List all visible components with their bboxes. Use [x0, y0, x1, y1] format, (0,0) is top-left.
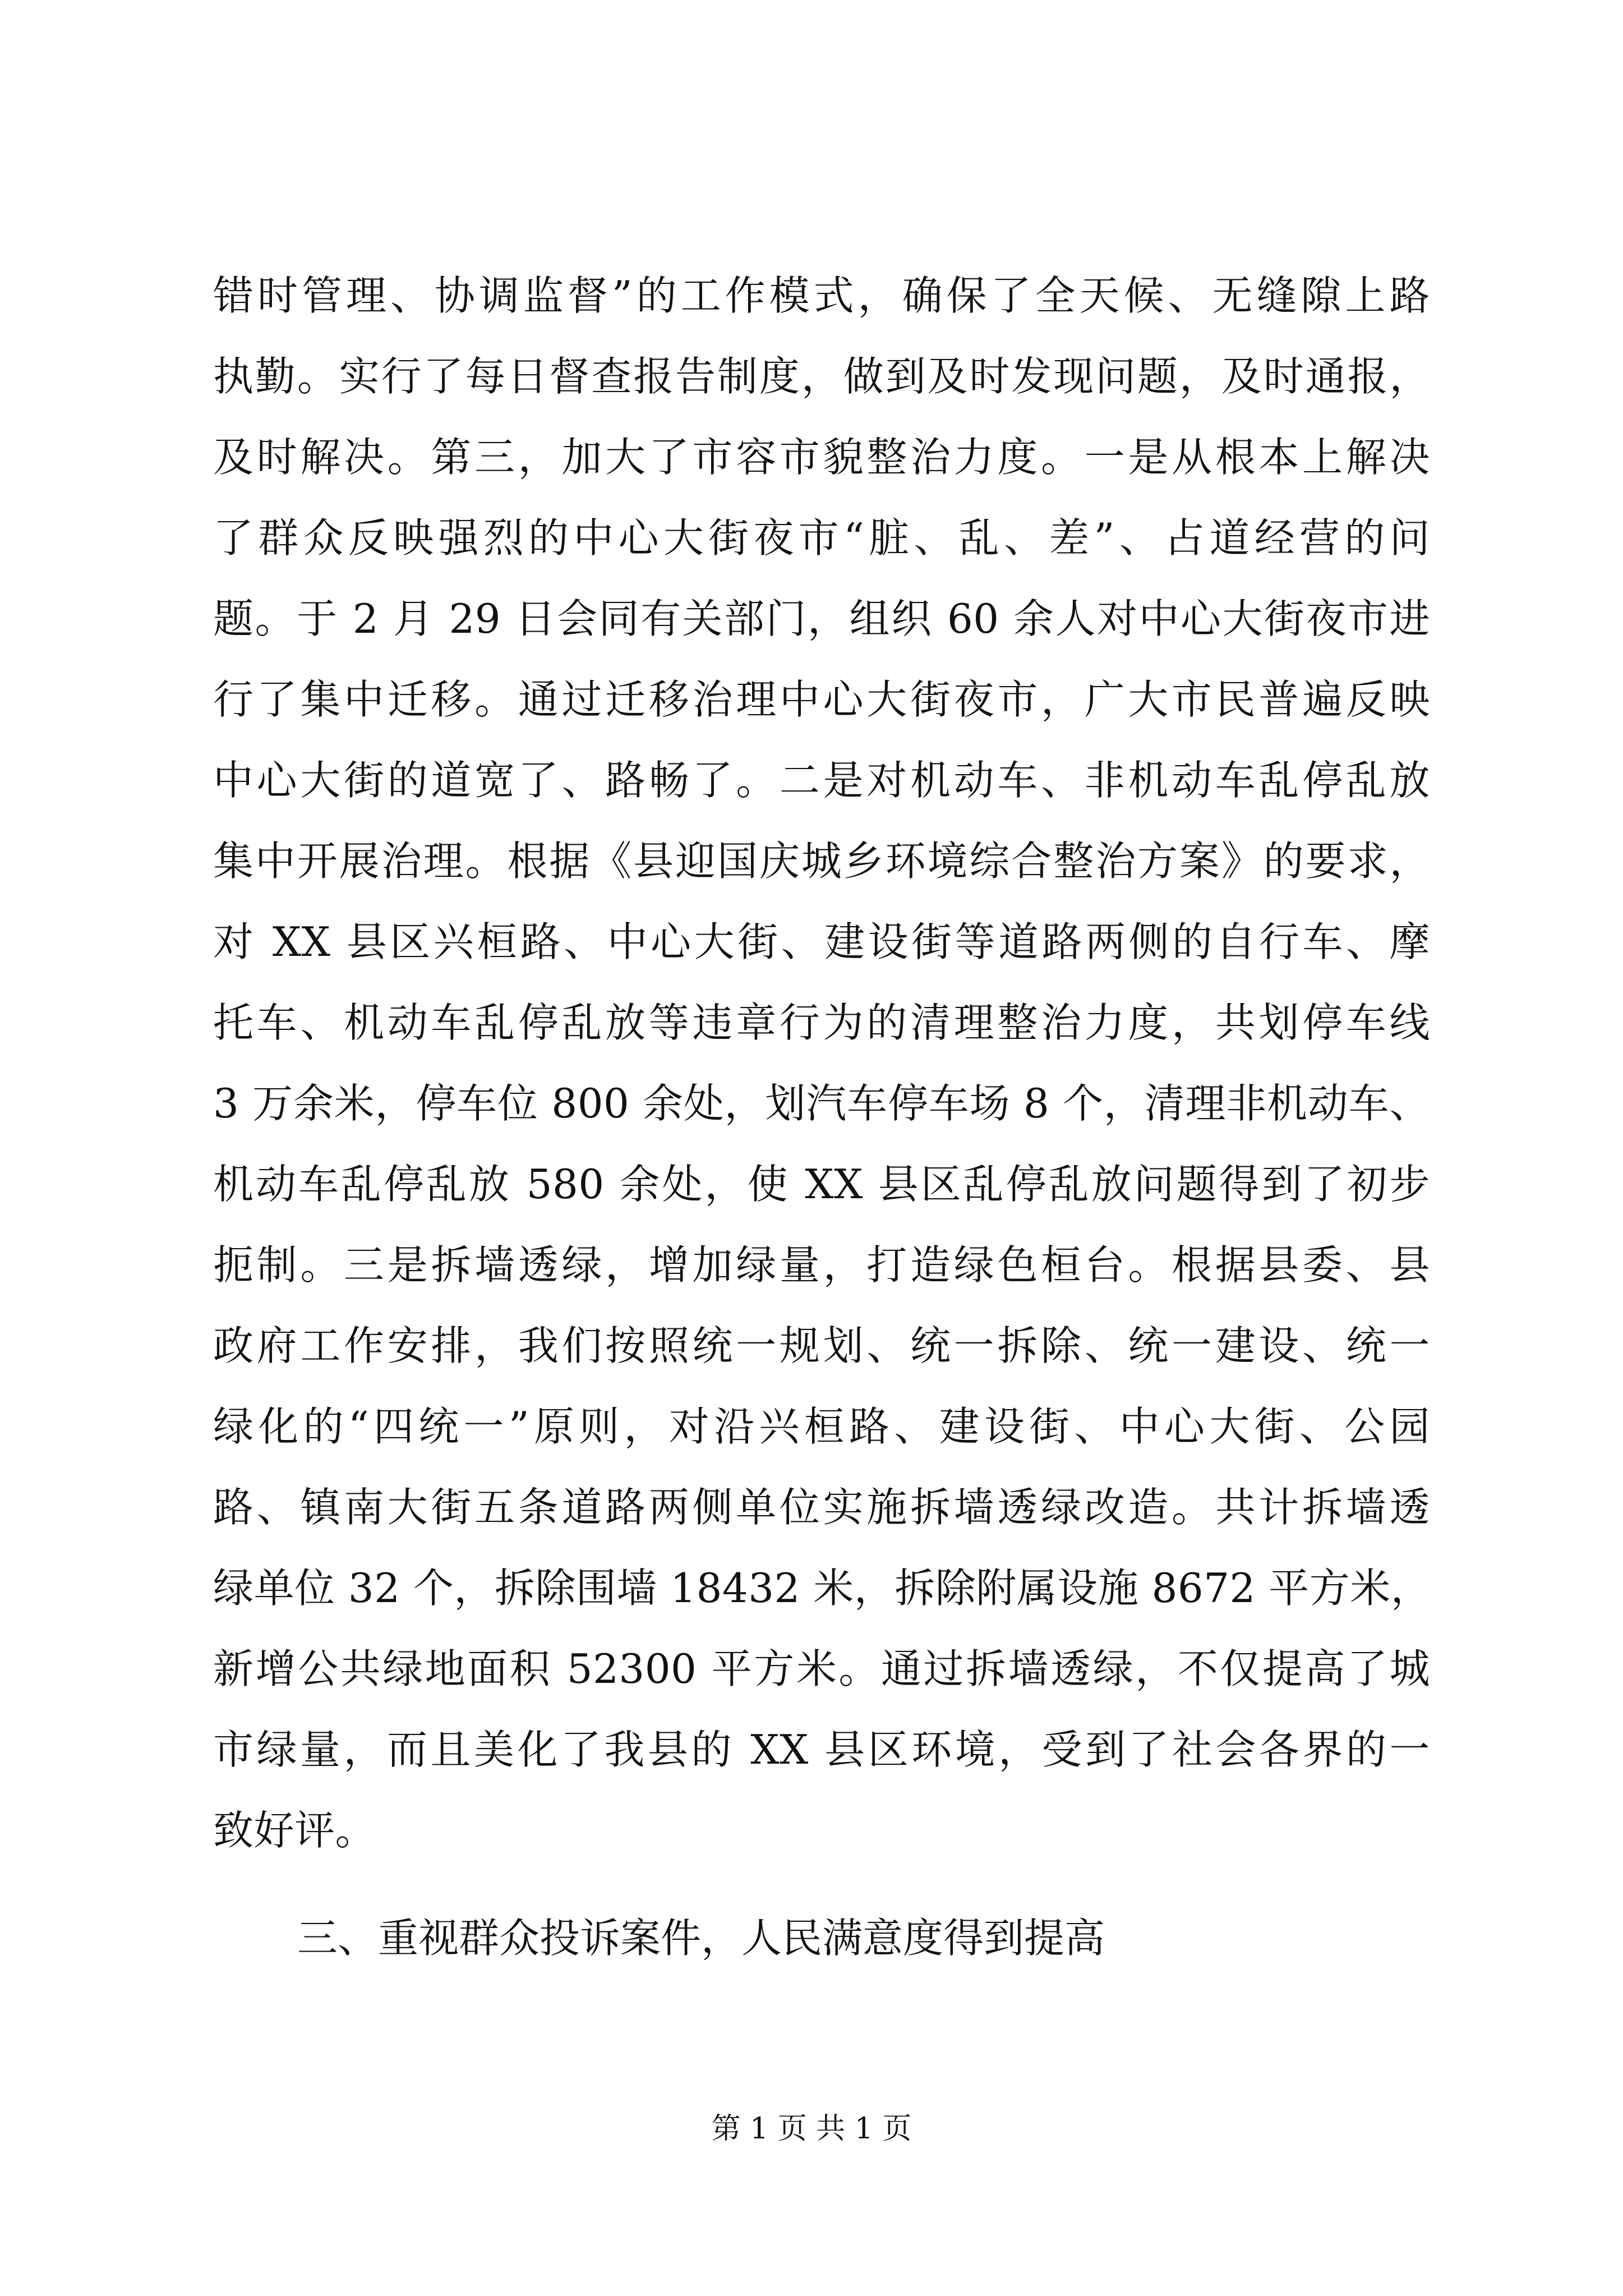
paragraph-line: 扼制。三是拆墙透绿，增加绿量，打造绿色桓台。根据县委、县: [213, 1241, 1430, 1289]
paragraph-line: 绿化的“四统一”原则，对沿兴桓路、建设街、中心大街、公园: [213, 1403, 1430, 1450]
section-heading: 三、重视群众投诉案件，人民满意度得到提高: [297, 1915, 1105, 1962]
paragraph-line: 行了集中迁移。通过迁移治理中心大街夜市，广大市民普遍反映: [213, 676, 1430, 723]
paragraph-line: 对 XX 县区兴桓路、中心大街、建设街等道路两侧的自行车、摩: [213, 918, 1430, 965]
paragraph-line-last: 致好评。: [213, 1807, 376, 1854]
paragraph-line: 执勤。实行了每日督查报告制度，做到及时发现问题，及时通报，: [213, 353, 1430, 400]
paragraph-line: 绿单位 32 个，拆除围墙 18432 米，拆除附属设施 8672 平方米，: [213, 1565, 1432, 1612]
paragraph-line: 路、镇南大街五条道路两侧单位实施拆墙透绿改造。共计拆墙透: [213, 1484, 1430, 1531]
paragraph-line: 错时管理、协调监督”的工作模式，确保了全天候、无缝隙上路: [213, 272, 1430, 319]
paragraph-line: 中心大街的道宽了、路畅了。二是对机动车、非机动车乱停乱放: [213, 757, 1430, 804]
paragraph-line: 3 万余米，停车位 800 余处，划汽车停车场 8 个，清理非机动车、: [213, 1080, 1430, 1127]
page-footer: 第 1 页 共 1 页: [711, 2112, 912, 2146]
paragraph-line: 市绿量，而且美化了我县的 XX 县区环境，受到了社会各界的一: [213, 1726, 1430, 1773]
paragraph-line: 了群众反映强烈的中心大街夜市“脏、乱、差”、占道经营的问: [213, 514, 1430, 562]
paragraph-line: 集中开展治理。根据《县迎国庆城乡环境综合整治方案》的要求，: [213, 838, 1430, 885]
paragraph-line: 新增公共绿地面积 52300 平方米。通过拆墙透绿，不仅提高了城: [213, 1645, 1430, 1692]
body-text: [213, 255, 1430, 1978]
paragraph-line: 托车、机动车乱停乱放等违章行为的清理整治力度，共划停车线: [213, 999, 1430, 1046]
paragraph-line: 政府工作安排，我们按照统一规划、统一拆除、统一建设、统一: [213, 1322, 1430, 1369]
paragraph-line: 题。于 2 月 29 日会同有关部门，组织 60 余人对中心大街夜市进: [213, 595, 1430, 642]
paragraph-line: 机动车乱停乱放 580 余处，使 XX 县区乱停乱放问题得到了初步: [213, 1161, 1430, 1208]
paragraph-line: 及时解决。第三，加大了市容市貌整治力度。一是从根本上解决: [213, 434, 1430, 481]
